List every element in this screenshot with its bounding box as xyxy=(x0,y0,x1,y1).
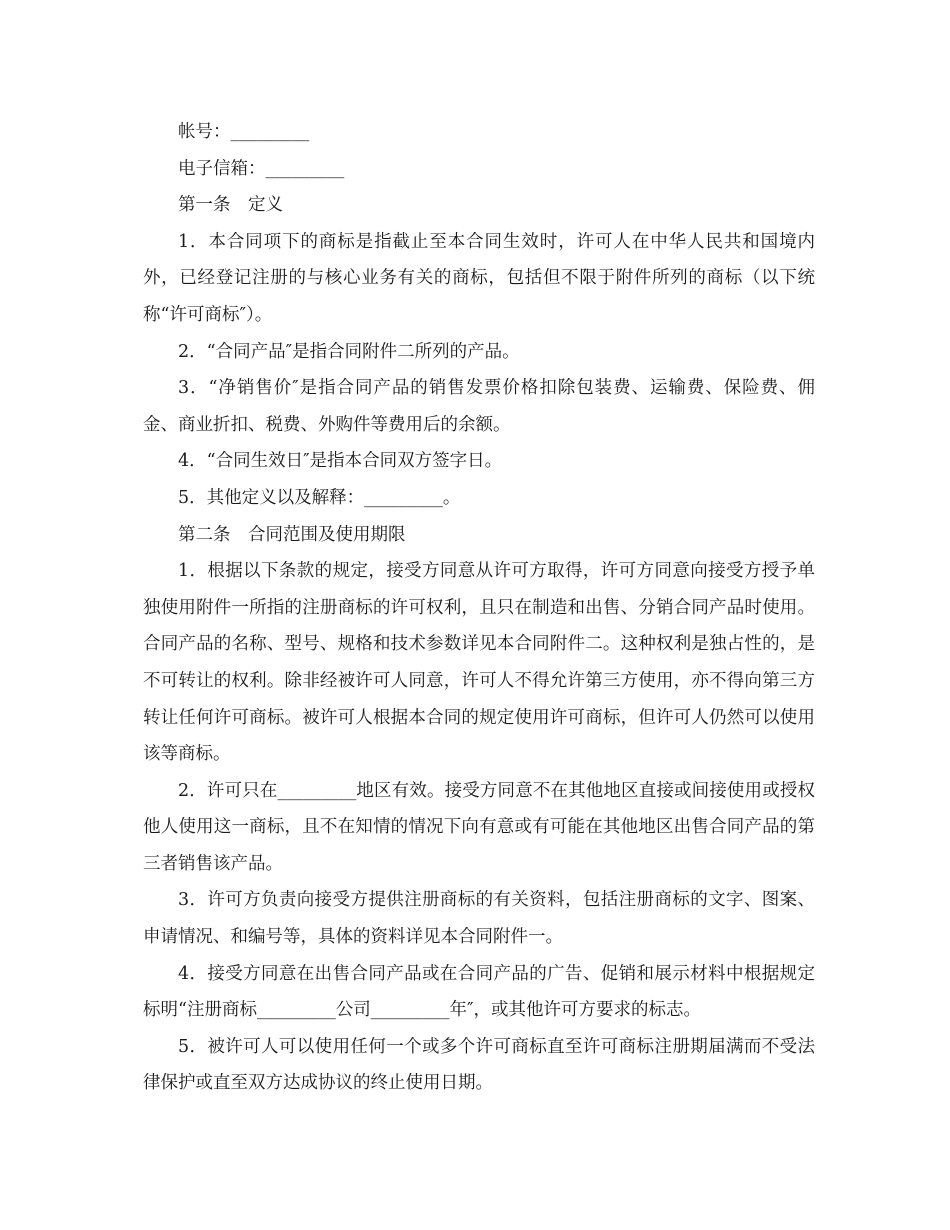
article-1-clause-5: 5．其他定义以及解释：_________。 xyxy=(178,487,461,508)
article-1-heading: 第一条 定义 xyxy=(178,195,283,216)
article-1-clause-1: 1．本合同项下的商标是指截止至本合同生效时，许可人在中华人民共和国境内外，已经登记注册的与核心业务有关的商标，包括但不限于附件所列的商标（以下统称“许可商标″）。 xyxy=(143,231,815,325)
article-1-clause-4: 4．“合同生效日″是指本合同双方签字日。 xyxy=(178,451,503,472)
article-2-clause-4: 4．接受方同意在出售合同产品或在合同产品的广告、促销和展示材料中根据规定标明“注册商标_________公司_________年″，或其他许可方要求的标志。 xyxy=(143,963,815,1021)
article-2-clause-2: 2．许可只在_________地区有效。接受方同意不在其他地区直接或间接使用或授权他人使用这一商标，且不在知情的情况下向有意或有可能在其他地区出售合同产品的第三者销售该产品。 xyxy=(143,780,815,874)
article-2-heading: 第二条 合同范围及使用期限 xyxy=(178,524,406,545)
document-body xyxy=(143,114,815,1102)
article-2-clause-5: 5．被许可人可以使用任何一个或多个许可商标直至许可商标注册期届满而不受法律保护或直至双方达成协议的终止使用日期。 xyxy=(143,1036,815,1094)
account-number-line: 帐号：_________ xyxy=(178,122,310,142)
article-1-clause-2: 2．“合同产品″是指合同附件二所列的产品。 xyxy=(178,341,520,362)
article-2-clause-1: 1．根据以下条款的规定，接受方同意从许可方取得，许可方同意向接受方授予单独使用附件一所指的注册商标的许可权利，且只在制造和出售、分销合同产品时使用。合同产品的名称、型号、规格和技术参数详见本合同附件二。这种权利是独占性的，是不可转让的权利。除非经被许可人同意，许可人不得允许第三方使用，亦不得向第三方转让任何许可商标。被许可人根据本合同的规定使用许可商标，但许可人仍然可以使用该等商标。 xyxy=(143,561,815,765)
article-2-clause-3: 3．许可方负责向接受方提供注册商标的有关资料，包括注册商标的文字、图案、申请情况、和编号等，具体的资料详见本合同附件一。 xyxy=(143,890,815,948)
email-line: 电子信箱：_________ xyxy=(178,158,345,179)
article-1-clause-3: 3．“净销售价″是指合同产品的销售发票价格扣除包装费、运输费、保险费、佣金、商业折扣、税费、外购件等费用后的余额。 xyxy=(143,378,815,435)
